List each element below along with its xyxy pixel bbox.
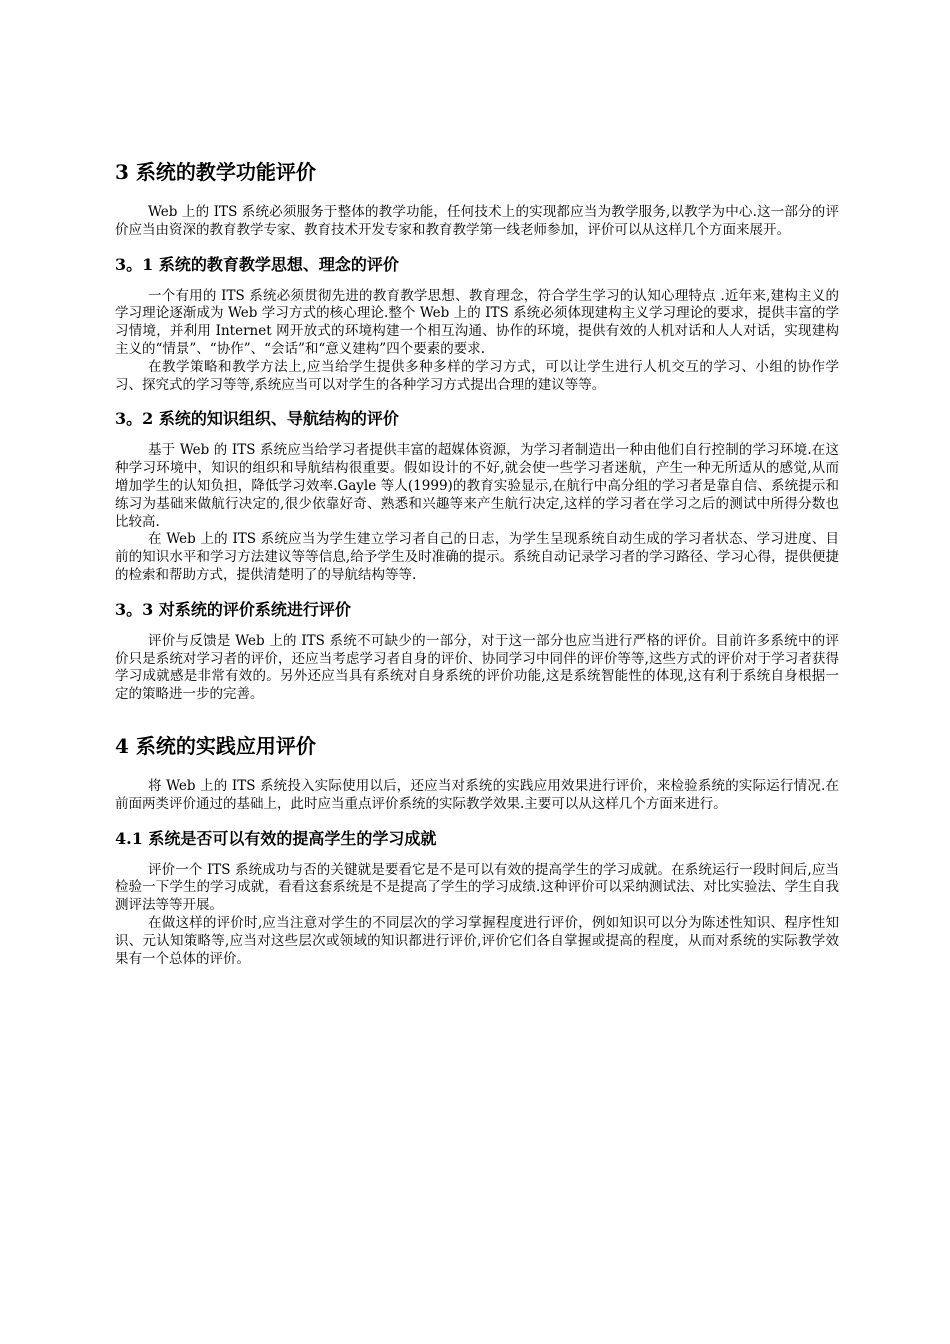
paragraph-3-1-b: 在教学策略和教学方法上,应当给学生提供多种多样的学习方式，可以让学生进行人机交互的学习、小组的协作学习、探究式的学习等等,系统应当可以对学生的各种学习方式提出合理的建议等等。 xyxy=(115,358,839,393)
section-3-intro-paragraph: Web 上的 ITS 系统必须服务于整体的教学功能，任何技术上的实现都应当为教学服务,以教学为中心.这一部分的评价应当由资深的教育教学专家、教育技术开发专家和教育教学第一线老师参加，评价可以从这样几个方面来展开。 xyxy=(115,204,839,238)
paragraph-3-2-b: 在 Web 上的 ITS 系统应当为学生建立学习者自己的日志，为学生呈现系统自动生成的学习者状态、学习进度、目前的知识水平和学习方法建议等等信息,给予学生及时准确的提示。系统自动记录学习者的学习路径、学习心得，提供便捷的检索和帮助方式，提供清楚明了的导航结构等等. xyxy=(115,531,839,583)
paragraph-3-2-a: 基于 Web 的 ITS 系统应当给学习者提供丰富的超媒体资源，为学习者制造出一种由他们自行控制的学习环境.在这种学习环境中，知识的组织和导航结构很重要。假如设计的不好,就会使一些学习者迷航，产生一种无所适从的感觉,从而增加学生的认知负担，降低学习效率.Gayle 等人(1999)的教育实验显示,在航行中高分组的学习者是靠自信、系统提示和练习为基础来做航行决定的,很少依靠好奇、熟悉和兴趣等来产生航行决定,这样的学习者在学习之后的测试中所得分数也比较高. xyxy=(115,442,839,530)
section-heading-4: 4 系统的实践应用评价 xyxy=(115,733,316,758)
paragraph-3-3-a: 评价与反馈是 Web 上的 ITS 系统不可缺少的一部分，对于这一部分也应当进行严格的评价。目前许多系统中的评价只是系统对学习者的评价，还应当考虑学习者自身的评价、协同学习中同伴的评价等等,这些方式的评价对于学习者获得学习成就感是非常有效的。另外还应当具有系统对自身系统的评价功能,这是系统智能性的体现,这有利于系统自身根据一定的策略进一步的完善。 xyxy=(115,632,839,703)
paragraph-3-1-a: 一个有用的 ITS 系统必须贯彻先进的教育教学思想、教育理念，符合学生学习的认知心理特点 .近年来,建构主义的学习理论逐渐成为 Web 学习方式的核心理论.整个 Web 上的 ITS 系统必须体现建构主义学习理论的要求，提供丰富的学习情境，并利用 Internet 网开放式的环境构建一个相互沟通、协作的环境，提供有效的人机对话和人人对话，实现建构主义的“情景”、“协作”、“会话”和“意义建构”四个要素的要求. xyxy=(115,287,839,357)
subsection-heading-3-2: 3。2 系统的知识组织、导航结构的评价 xyxy=(115,409,399,429)
paragraph-4-1-b: 在做这样的评价时,应当注意对学生的不同层次的学习掌握程度进行评价，例如知识可以分为陈述性知识、程序性知识、元认知策略等,应当对这些层次或领域的知识都进行评价,评价它们各自掌握或提高的程度，从而对系统的实际教学效果有一个总体的评价。 xyxy=(115,914,839,967)
document-page xyxy=(115,158,839,968)
subsection-heading-4-1: 4.1 系统是否可以有效的提高学生的学习成就 xyxy=(115,828,437,848)
subsection-heading-3-1: 3。1 系统的教育教学思想、理念的评价 xyxy=(115,254,399,274)
section-4-intro-paragraph: 将 Web 上的 ITS 系统投入实际使用以后，还应当对系统的实践应用效果进行评价，来检验系统的实际运行情况.在前面两类评价通过的基础上，此时应当重点评价系统的实际教学效果.主要可以从这样几个方面来进行。 xyxy=(115,777,839,812)
section-heading-3: 3 系统的教学功能评价 xyxy=(115,160,316,184)
subsection-heading-3-3: 3。3 对系统的评价系统进行评价 xyxy=(115,599,351,619)
paragraph-4-1-a: 评价一个 ITS 系统成功与否的关键就是要看它是不是可以有效的提高学生的学习成就。在系统运行一段时间后,应当检验一下学生的学习成就，看看这套系统是不是提高了学生的学习成绩.这种评价可以采纳测试法、对比实验法、学生自我测评法等等开展。 xyxy=(115,861,839,914)
